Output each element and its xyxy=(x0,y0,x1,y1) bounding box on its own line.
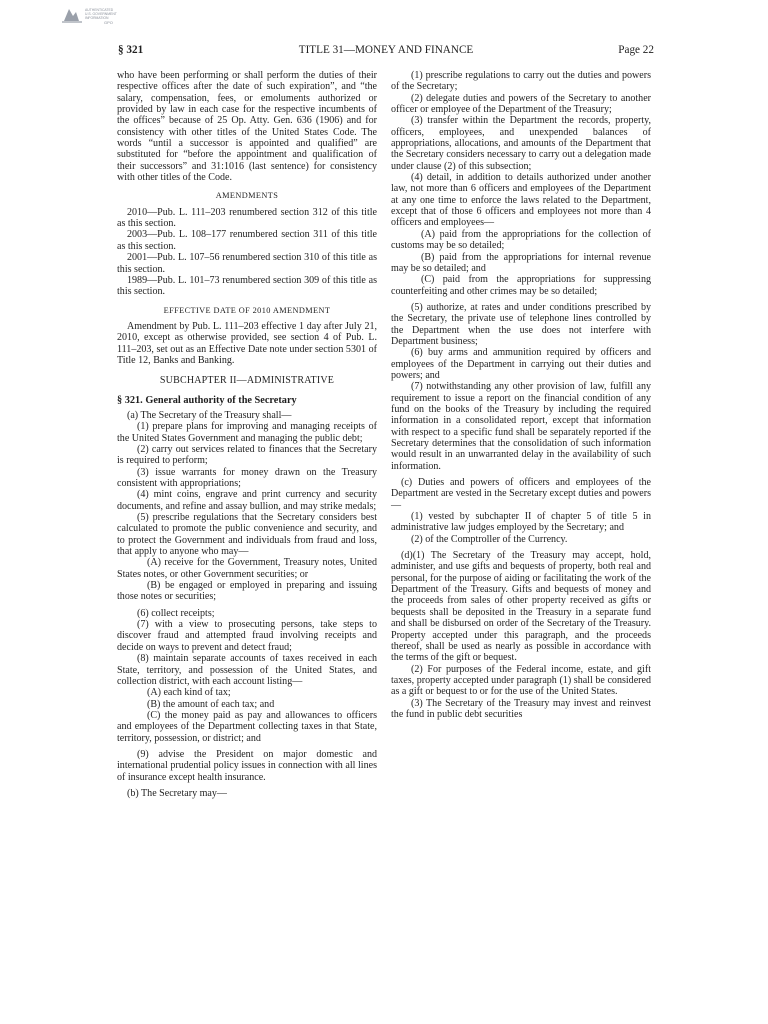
subsection-d-para-1: (d)(1) The Secretary of the Treasury may accept, hold, administer, and use gifts and bequests of property, both real and personal, for the purpose of aiding or facilitating the work of the Department of the Treasury. Gifts and bequests of money and the proceeds from sales of other property received as gifts or bequests shall be deposited in the Treasury in a separate fund and shall be disbursed on order of the Secretary of the Treasury. Property accepted under this paragraph, and the proceeds thereof, shall be used as nearly as possible in accordance with the terms of the gift or bequest. xyxy=(391,550,651,664)
svg-text:AUTHENTICATED: AUTHENTICATED xyxy=(85,8,114,12)
subsection-b-para-4: (4) detail, in addition to details authorized under another law, not more than 6 officers and employees of the Department at any one time to enforce the laws related to the Department, except that of those 6 officers and employees not more than 4 officers and employees— xyxy=(391,172,651,229)
subsection-b-para-1: (1) prescribe regulations to carry out the duties and powers of the Secretary; xyxy=(391,70,651,93)
subsection-a-para-3: (3) issue warrants for money drawn on the Treasury consistent with appropriations; xyxy=(117,466,377,489)
amendments-heading: AMENDMENTS xyxy=(215,191,279,201)
subsection-a-para-8A: (A) each kind of tax; xyxy=(147,687,231,699)
subsection-c-para-2: (2) of the Comptroller of the Currency. xyxy=(411,533,568,545)
header-section-number: § 321 xyxy=(118,44,144,56)
subsection-b-para-4A: (A) paid from the appropriations for the collection of customs may be so detailed; xyxy=(391,228,651,252)
subsection-d-para-2: (2) For purposes of the Federal income, estate, and gift taxes, property accepted under paragraph (1) shall be considered as a gift or bequest to or for the use of the United States. xyxy=(391,663,651,698)
subsection-b-para-7: (7) notwithstanding any other provision of law, fulfill any requirement to issue a report on the financial condition of any fund on the books of the Treasury by including the required information in a consolidated report, except that information with respect to a specific fund shall be separately reported if the Secretary determines that the consolidation of such information would result in an unwarranted delay in the availability of such information. xyxy=(391,381,651,472)
subsection-a-para-2: (2) carry out services related to finances that the Secretary is required to perform; xyxy=(117,443,377,467)
subsection-b-para-5: (5) authorize, at rates and under conditions prescribed by the Secretary, the private use of telephone lines controlled by the Department when the use does not interfere with Department business; xyxy=(391,301,651,347)
subsection-a-intro: (a) The Secretary of the Treasury shall— xyxy=(127,409,292,421)
effective-date-heading: EFFECTIVE DATE OF 2010 AMENDMENT xyxy=(163,305,331,315)
section-heading: § 321. General authority of the Secretary xyxy=(117,394,297,406)
subsection-b-para-4B: (B) paid from the appropriations for internal revenue may be so detailed; and xyxy=(391,251,651,274)
svg-text:INFORMATION: INFORMATION xyxy=(85,16,109,20)
effective-date-note: Amendment by Pub. L. 111–203 effective 1 day after July 21, 2010, except as otherwise provided, see section 4 of Pub. L. 111–203, set out as an Effective Date note under section 5301 of Title 12, Banks and Banking. xyxy=(117,320,377,366)
subsection-a-para-1: (1) prepare plans for improving and managing receipts of the United States Government and managing the public debt; xyxy=(117,421,377,444)
subsection-a-para-5: (5) prescribe regulations that the Secretary considers best calculated to promote the public convenience and security, and to protect the Government and individuals from fraud and loss, that apply to anyone who may— xyxy=(117,512,377,558)
subchapter-heading: SUBCHAPTER II—ADMINISTRATIVE xyxy=(159,375,335,387)
svg-text:GPO: GPO xyxy=(104,20,113,25)
subsection-a-para-7: (7) with a view to prosecuting persons, take steps to discover fraud and attempted fraud involving receipts and decide on ways to prevent and detect fraud; xyxy=(117,619,377,653)
subsection-b-para-6: (6) buy arms and ammunition required by officers and employees of the Department in carrying out their duties and powers; and xyxy=(391,347,651,381)
left-column xyxy=(117,70,377,799)
amendment-2010: 2010—Pub. L. 111–203 renumbered section 312 of this title as this section. xyxy=(117,206,377,230)
authenticated-gpo-seal xyxy=(60,4,124,26)
subsection-c-para-1: (1) vested by subchapter II of chapter 5 of title 5 in administrative law judges employed by the Secretary; and xyxy=(391,511,651,534)
subsection-b-intro: (b) The Secretary may— xyxy=(127,787,227,799)
amendment-2001: 2001—Pub. L. 107–56 renumbered section 310 of this title as this section. xyxy=(117,252,377,275)
subsection-b-para-4C: (C) paid from the appropriations for suppressing counterfeiting and other crimes may be so detailed; xyxy=(391,274,651,297)
subsection-a-para-5A: (A) receive for the Government, Treasury notes, United States notes, or other Government securities; or xyxy=(117,557,377,580)
amendment-2003: 2003—Pub. L. 108–177 renumbered section 311 of this title as this section. xyxy=(117,229,377,252)
right-column xyxy=(391,70,651,720)
subsection-d-para-3: (3) The Secretary of the Treasury may invest and reinvest the fund in public debt securities xyxy=(391,697,651,720)
subsection-a-para-8C: (C) the money paid as pay and allowances to officers and employees of the Department collecting taxes in that State, territory, possession, or district; and xyxy=(117,709,377,744)
subsection-b-para-2: (2) delegate duties and powers of the Secretary to another officer or employee of the Department of the Treasury; xyxy=(391,92,651,116)
header-title: TITLE 31—MONEY AND FINANCE xyxy=(298,44,474,56)
note-paragraph: who have been performing or shall perform the duties of their respective offices after the date of such expiration”, and “the salary, compensation, fees, or emoluments authorized or provided by law in each case for the respective incumbents of the offices” because of 25 Op. Atty. Gen. 636 (1906) and for consistency with other titles of the United States Code. The words “until a successor is appointed and qualified” are substituted for “before the appointment and qualification of their successors” and 31:1016 (last sentence) for consistency with other titles of the Code. xyxy=(117,70,377,184)
subsection-a-para-4: (4) mint coins, engrave and print currency and security documents, and refine and assay bullion, and may strike medals; xyxy=(117,489,377,512)
subsection-b-para-3: (3) transfer within the Department the records, property, officers, employees, and unexpended balances of appropriations, allocations, and amounts of the Department that the Secretary considers necessary to carry out a delegation made under clause (2) of this subsection; xyxy=(391,115,651,172)
subsection-c-intro: (c) Duties and powers of officers and employees of the Department are vested in the Secretary except duties and powers— xyxy=(391,477,651,511)
amendment-1989: 1989—Pub. L. 101–73 renumbered section 309 of this title as this section. xyxy=(117,274,377,298)
subsection-a-para-5B: (B) be engaged or employed in preparing and issuing those notes or securities; xyxy=(117,580,377,603)
subsection-a-para-8: (8) maintain separate accounts of taxes received in each State, territory, and possession of the United States, and collection district, with each account listing— xyxy=(117,653,377,687)
svg-text:U.S. GOVERNMENT: U.S. GOVERNMENT xyxy=(85,12,117,16)
header-page-number: Page 22 xyxy=(618,44,654,56)
subsection-a-para-8B: (B) the amount of each tax; and xyxy=(147,698,275,710)
subsection-a-para-6: (6) collect receipts; xyxy=(137,607,215,619)
subsection-a-para-9: (9) advise the President on major domestic and international prudential policy issues in connection with all lines of insurance except health insurance. xyxy=(117,748,377,783)
